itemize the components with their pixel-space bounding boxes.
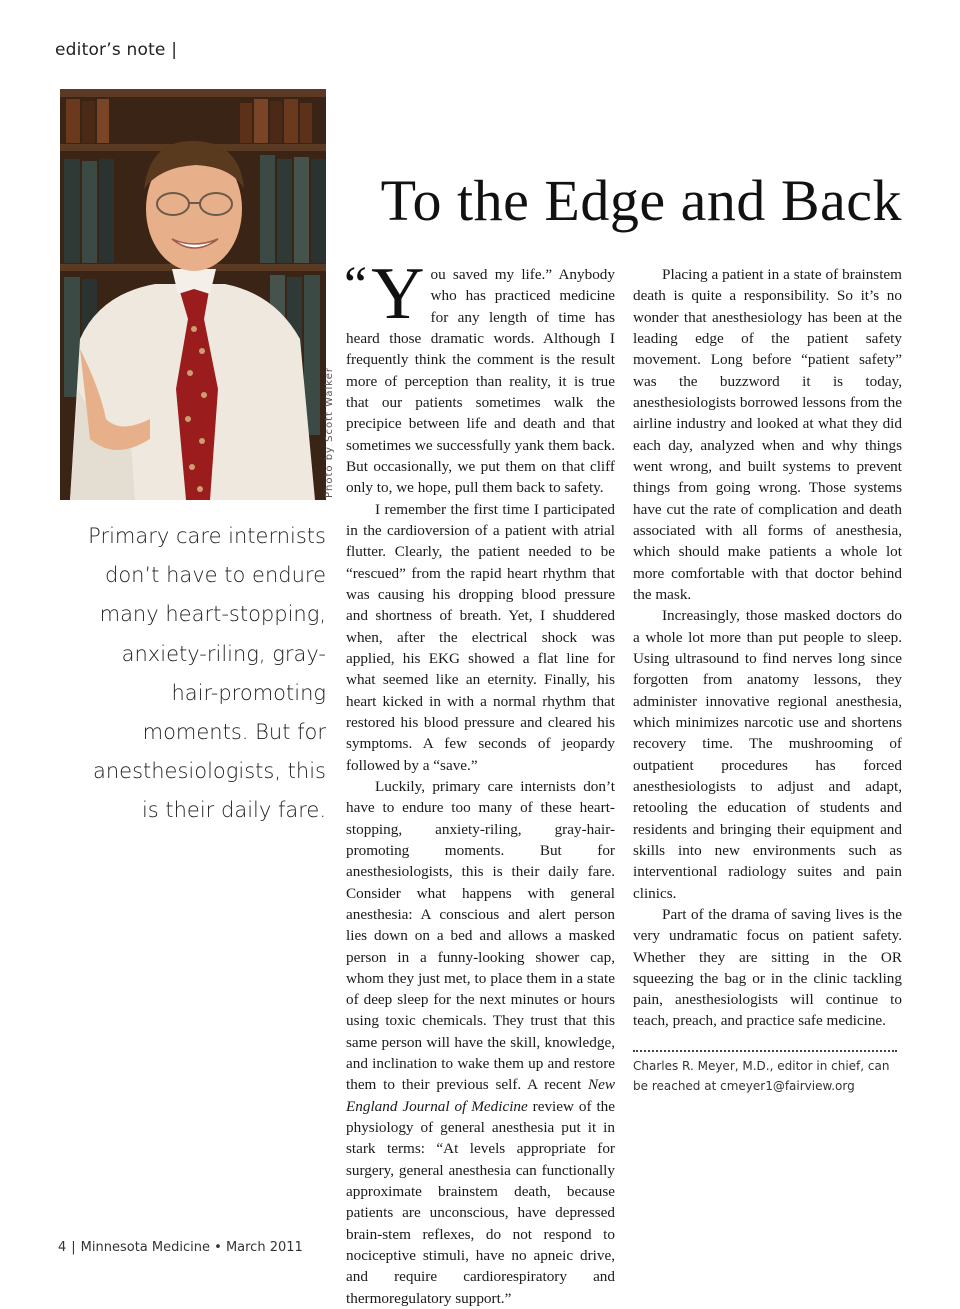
headline: To the Edge and Back bbox=[380, 168, 902, 233]
journal-title: New England Journal of Medicine bbox=[346, 1076, 615, 1115]
publication-name: Minnesota Medicine bbox=[80, 1240, 210, 1255]
page-footer bbox=[58, 1240, 303, 1255]
editor-photo bbox=[60, 89, 326, 500]
pull-quote: Primary care internists don’t have to endure many heart-stopping, anxiety-riling, gray-hair-promoting moments. But for anesthesiologists, this is their daily fare. bbox=[88, 524, 326, 823]
article-paragraph-2: I remember the first time I participated in the cardioversion of a patient with atrial flutter. Clearly, the patient needed to be “rescued” from the rapid heart rhythm that was causing his dropping blood pressure and shortness of breath. Yet, I shuddered when, after the electrical shock was applied, his EKG showed a flat line for what seemed like an eternity. Finally, his heart kicked in with a normal rhythm that restored his blood pressure and cleared his symptoms. A few seconds of jeopardy followed by a “save.” bbox=[346, 500, 615, 774]
author-signature: Charles R. Meyer, M.D., editor in chief, can be reached at cmeyer1@fairview.org bbox=[633, 1058, 890, 1093]
paragraph-1-text: ou saved my life.” Anybody who has practiced medicine for any length of time has heard those dramatic words. Although I frequently think the comment is the result more of perception than reality, it is true that our patients sometimes walk the precipice between life and death and that sometimes we successfully yank them back. But occasionally, we put them on that cliff only to, we hope, pull them back to safety. bbox=[346, 266, 615, 497]
drop-cap: Y bbox=[371, 253, 425, 335]
paragraph-3-text-b: review of the physiology of general anesthesia put it in stark terms: “At levels appropriate for surgery, general anesthesia can functionally approximate brainstem death, because patients are unconscious, have depressed brain-stem reflexes, do not respond to nociceptive stimuli, have no apneic drive, and require cardiorespiratory and thermoregulatory support.” bbox=[346, 1097, 615, 1307]
issue-date: March 2011 bbox=[225, 1240, 303, 1255]
open-quote-mark: “ bbox=[344, 257, 368, 314]
article-paragraph-3 bbox=[346, 776, 615, 1309]
paragraph-3-text-a: Luckily, primary care internists don’t have to endure too many of these heart-stopping, anxiety-riling, gray-hair-promoting moments. But for anesthesiologists, this is their daily fare. Consider what happens with general anesthesia: A conscious and alert person lies down on a bed and allows a masked person in a funny-looking shower cap, whom they just met, to place them in a state of deep sleep for the next minutes or hours using toxic chemicals. They trust that this same person will have the skill, knowledge, and inclination to wake them up and restore them to their previous self. A recent bbox=[346, 777, 615, 1094]
article-column-2 bbox=[633, 264, 902, 1096]
article-paragraph-4: Placing a patient in a state of brainstem death is quite a responsibility. So it’s no wonder that anesthesiology has been at the leading edge of the patient safety movement. Long before “patient safety” was the buzzword it is today, anesthesiologists borrowed lessons from the airline industry and looked at what they did each day, analyzed when and why things went wrong, and built systems to prevent things from going wrong. Those systems have cut the rate of complication and death associated with all forms of anesthesia, which should make patients a whole lot more comfortable with that doctor behind the mask. bbox=[633, 266, 902, 603]
footer-separator: | bbox=[71, 1240, 76, 1255]
footer-bullet: • bbox=[214, 1240, 222, 1255]
signature-divider bbox=[633, 1050, 897, 1052]
article-column-1 bbox=[344, 253, 615, 1309]
article-paragraph-5: Increasingly, those masked doctors do a whole lot more than put people to sleep. Using ultrasound to find nerves long since forgotten from anatomy lessons, they administer innovative regional anesthesia, which minimizes narcotic use and shortens recovery time. The mushrooming of outpatient procedures has forced anesthesiologists to adjust and adapt, retooling the education of students and residents and bringing their equipment and skills into new environments such as interventional radiology suites and pain clinics. bbox=[633, 607, 902, 902]
page-number: 4 bbox=[58, 1240, 67, 1255]
photo-credit: Photo by Scott Walker bbox=[324, 367, 335, 498]
article-paragraph-1 bbox=[344, 253, 615, 499]
section-label: editor’s note | bbox=[55, 40, 178, 60]
article-paragraph-6: Part of the drama of saving lives is the very undramatic focus on patient safety. Whether they are sitting in the OR squeezing the bag or in the clinic tackling pain, anesthesiologists will continue to teach, preach, and practice safe medicine. bbox=[633, 905, 902, 1030]
